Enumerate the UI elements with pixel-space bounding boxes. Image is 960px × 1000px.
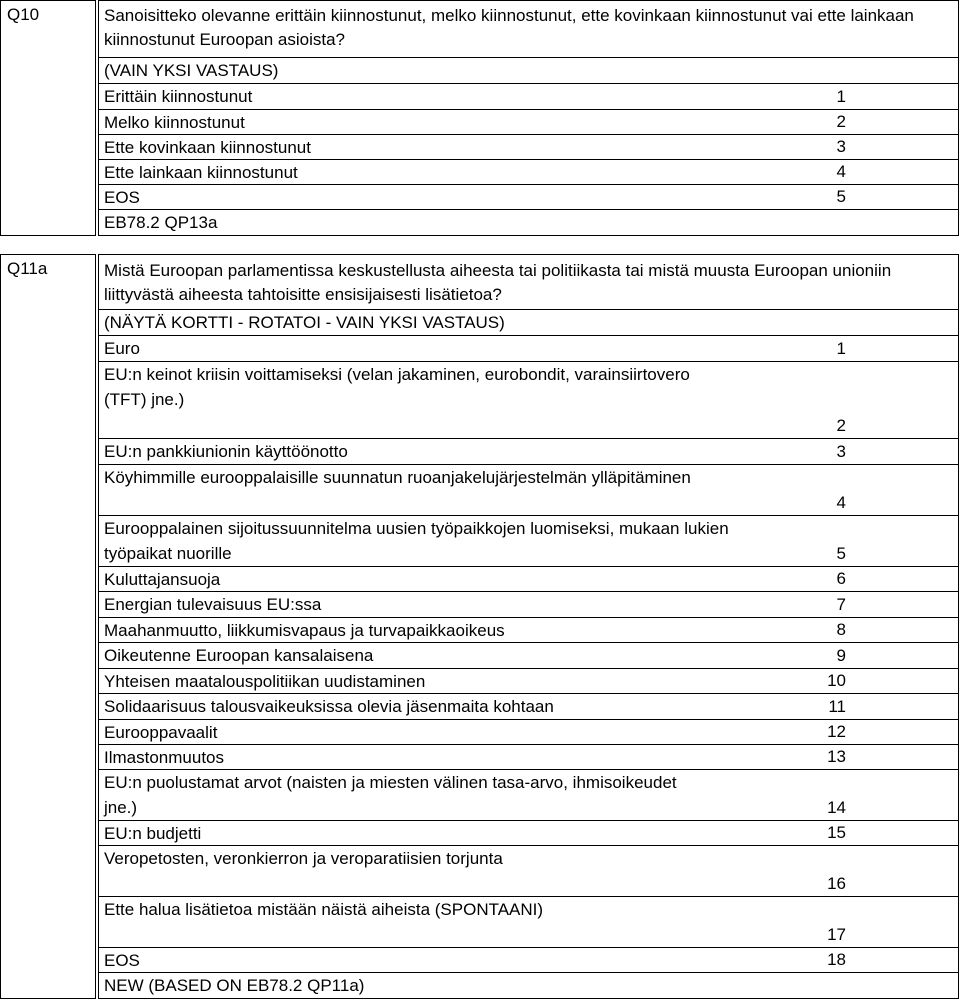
option-row — [99, 592, 958, 618]
option-row — [99, 897, 958, 948]
option-row — [99, 336, 958, 362]
option-row — [99, 821, 958, 846]
question-text-row — [99, 255, 958, 310]
option-row — [99, 110, 958, 135]
option-row — [99, 135, 958, 160]
option-row — [99, 643, 958, 669]
option-label: Yhteisen maatalouspolitiikan uudistaminen — [104, 672, 426, 691]
option-label: Energian tulevaisuus EU:ssa — [104, 595, 322, 614]
option-code: 3 — [836, 442, 846, 461]
option-code: 10 — [827, 671, 846, 690]
option-row — [99, 745, 958, 770]
question-body — [98, 0, 959, 236]
option-code: 16 — [827, 874, 846, 893]
option-row — [99, 720, 958, 745]
option-label: Maahanmuutto, liikkumisvapaus ja turvapaikkaoikeus — [104, 621, 505, 640]
question-id: Q11a — [0, 254, 96, 999]
question-body — [98, 254, 959, 999]
source-note: EB78.2 QP13a — [104, 213, 218, 232]
option-row — [99, 516, 958, 567]
source-row — [99, 973, 958, 998]
q10-block — [0, 0, 959, 236]
option-label: Ette kovinkaan kiinnostunut — [104, 138, 311, 157]
option-code: 11 — [828, 697, 846, 716]
option-row — [99, 439, 958, 465]
option-code: 9 — [836, 646, 846, 665]
option-code: 12 — [827, 722, 846, 741]
option-row — [99, 465, 958, 516]
option-code: 4 — [836, 493, 846, 512]
option-row — [99, 185, 958, 210]
option-code: 1 — [836, 87, 846, 106]
option-code: 5 — [836, 187, 846, 206]
option-label: Köyhimmille eurooppalaisille suunnatun ruoanjakelujärjestelmän ylläpitäminen — [104, 468, 691, 487]
option-label: Ette halua lisätietoa mistään näistä aiheista (SPONTAANI) — [104, 900, 544, 919]
option-label: Oikeutenne Euroopan kansalaisena — [104, 646, 374, 665]
instruction-row — [99, 58, 958, 84]
option-row — [99, 846, 958, 897]
option-label: Solidaarisuus talousvaikeuksissa olevia jäsenmaita kohtaan — [104, 697, 554, 716]
source-note: NEW (BASED ON EB78.2 QP11a) — [104, 976, 365, 995]
option-label: Ilmastonmuutos — [104, 748, 224, 767]
option-row — [99, 160, 958, 185]
question-text: Sanoisitteko olevanne erittäin kiinnostunut, melko kiinnostunut, ette kovinkaan kiinnostunut vai ette lainkaan kiinnostunut Euroopan asioista? — [104, 6, 914, 49]
option-code: 13 — [827, 747, 846, 766]
option-code: 8 — [836, 620, 846, 639]
option-label: Melko kiinnostunut — [104, 113, 245, 132]
option-label: EU:n puolustamat arvot (naisten ja miesten välinen tasa-arvo, ihmisoikeudet jne.) — [104, 773, 677, 817]
option-row — [99, 618, 958, 643]
source-row — [99, 210, 958, 235]
option-row — [99, 694, 958, 720]
option-row — [99, 84, 958, 110]
option-row — [99, 770, 958, 821]
option-code: 14 — [827, 798, 846, 817]
question-text: Mistä Euroopan parlamentissa keskustellusta aiheesta tai politiikasta tai mistä muusta Euroopan unioniin liittyvästä aiheesta tahtoisitte ensisijaisesti lisätietoa? — [104, 261, 892, 304]
instruction-row — [99, 310, 958, 336]
option-row — [99, 567, 958, 592]
option-label: Ette lainkaan kiinnostunut — [104, 163, 298, 182]
option-code: 6 — [836, 569, 846, 588]
option-label: EOS — [104, 951, 140, 970]
option-label: Euro — [104, 339, 140, 358]
option-label: Erittäin kiinnostunut — [104, 87, 253, 106]
option-code: 7 — [836, 595, 846, 614]
option-label: Eurooppalainen sijoitussuunnitelma uusien työpaikkojen luomiseksi, mukaan lukien työpaikat nuorille — [104, 519, 729, 563]
option-row — [99, 948, 958, 973]
instruction-text: (NÄYTÄ KORTTI - ROTATOI - VAIN YKSI VASTAUS) — [104, 313, 505, 332]
option-code: 5 — [836, 544, 846, 563]
option-code: 3 — [836, 137, 846, 156]
option-label: Kuluttajansuoja — [104, 570, 221, 589]
option-code: 15 — [827, 823, 846, 842]
instruction-text: (VAIN YKSI VASTAUS) — [104, 61, 279, 80]
option-code: 2 — [836, 112, 846, 131]
question-id: Q10 — [0, 0, 96, 236]
option-row — [99, 362, 958, 439]
option-code: 4 — [836, 162, 846, 181]
question-text-row — [99, 1, 958, 58]
option-label: Veropetosten, veronkierron ja veroparatiisien torjunta — [104, 849, 503, 868]
q11a-block — [0, 254, 959, 999]
option-code: 17 — [827, 925, 846, 944]
option-code: 1 — [836, 339, 846, 358]
option-label: EU:n pankkiunionin käyttöönotto — [104, 442, 348, 461]
option-label: EU:n keinot kriisin voittamiseksi (velan jakaminen, eurobondit, varainsiirtovero (TFT) jne.) — [104, 365, 690, 409]
option-label: EU:n budjetti — [104, 824, 202, 843]
option-row — [99, 669, 958, 694]
option-label: EOS — [104, 188, 140, 207]
option-code: 18 — [827, 950, 846, 969]
option-code: 2 — [836, 416, 846, 435]
option-label: Eurooppavaalit — [104, 723, 218, 742]
